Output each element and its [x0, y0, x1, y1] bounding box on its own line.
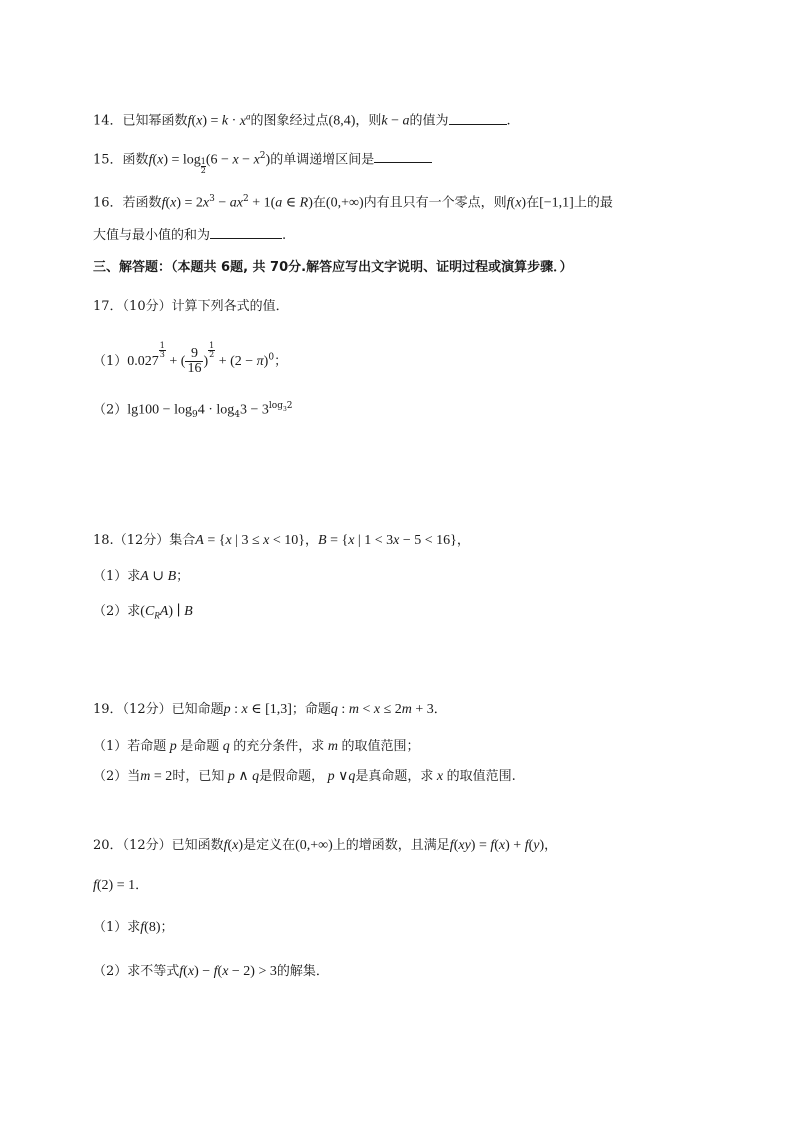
question-15: 15．函数f(x) = log $\frac{1}{2}$ $(6 - x - x^2)$的单调递增区间是 [93, 146, 432, 175]
answer-blank[interactable] [210, 226, 282, 239]
question-20-part-2: （2）求不等式f(x) − f(x − 2) > 3的解集． [93, 964, 329, 979]
question-20-cont: f(2) = 1． [93, 878, 149, 893]
formula: f [148, 152, 153, 168]
question-18-part-1: （1）求A ∪ B； [93, 569, 190, 584]
point: (8,4) [328, 113, 356, 129]
question-17-part-1: （1）0.027 $\frac{1}{3}$ + ( $\frac{9}{16}$ ) $\frac{1}{2}$ + $(2 - \pi)^0$； [93, 341, 288, 376]
answer-blank[interactable] [374, 150, 432, 163]
question-14: 14．已知幂函数$f(x) = k \cdot x^a$的图象经过点(8,4)，则k − a的值为 . [93, 111, 511, 129]
question-number: 20． [93, 838, 123, 853]
question-19: 19．（12分）已知命题p : x ∈ [1,3]；命题q : m < x ≤ 2m + 3． [93, 702, 447, 717]
question-number: 17． [93, 299, 123, 314]
question-number: 14． [93, 113, 123, 129]
question-18-part-2: （2）求$(C_RA)$ ∣ B [93, 604, 193, 621]
formula: f [187, 113, 192, 129]
question-19-part-2: （2）当m = 2时，已知 p ∧ q是假命题， p ∨q是真命题，求 x 的取值范围. [93, 769, 516, 784]
question-20-part-1: （1）求f(8)； [93, 920, 174, 935]
question-20: 20．（12分）已知函数f(x)是定义在(0,+∞)上的增函数，且满足f(xy) = f(x) + f(y)， [93, 838, 558, 853]
answer-blank[interactable] [449, 112, 507, 125]
question-number: 18. [93, 533, 114, 548]
question-17: 17．（10分）计算下列各式的值． [93, 299, 289, 314]
formula: f [161, 195, 166, 211]
question-number: 16． [93, 195, 123, 211]
question-16-cont: 大值与最小值的和为 . [93, 228, 287, 243]
question-18: 18.（12分）集合A = {x | 3 ≤ x < 10}，B = {x | 1 < 3x − 5 < 16}， [93, 533, 470, 548]
question-17-part-2: $(2)\lg 100 - \log_94 \cdot \log_43 - 3^{log_32}$ [93, 401, 293, 420]
question-number: 15． [93, 152, 123, 168]
question-number: 19． [93, 702, 123, 717]
question-19-part-1: （1）若命题 p 是命题 q 的充分条件，求 m 的取值范围； [93, 739, 420, 754]
question-16: 16．若函数$f(x) = 2x^3 - ax^2 + 1(a$ ∈ R)在(0,+∞)内有且只有一个零点，则f(x)在[−1,1]上的最 [93, 194, 613, 211]
section-heading: 三、解答题：（本题共 6题, 共 70分.解答应写出文字说明、证明过程或演算步骤．） [93, 260, 573, 275]
